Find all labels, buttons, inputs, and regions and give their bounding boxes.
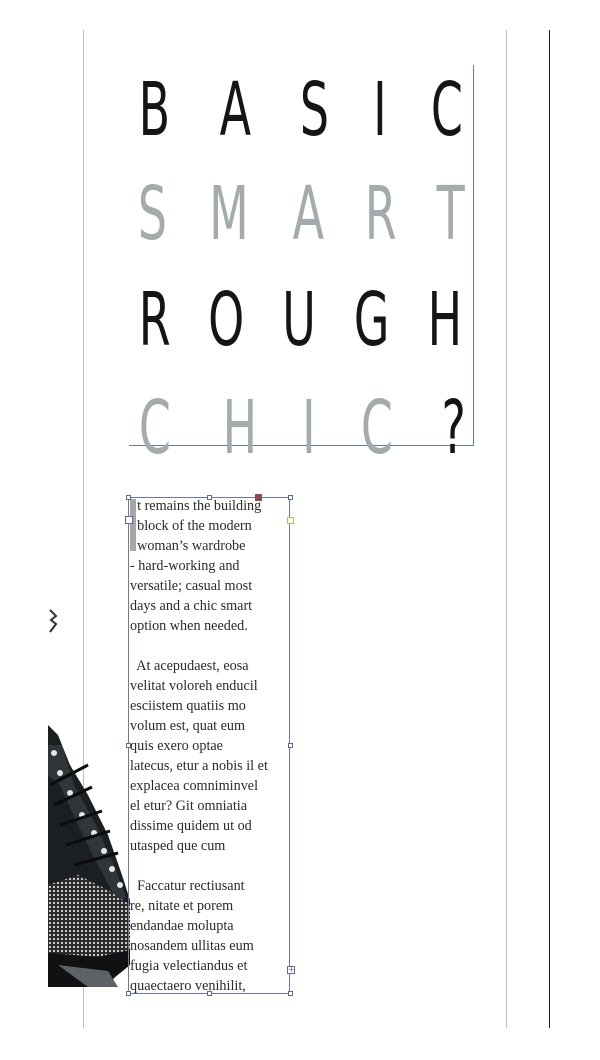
body-line: t remains the building [130,498,262,514]
body-line: endandae molupta [130,918,234,934]
headline-letter: I [373,67,387,153]
headline-frame[interactable] [129,65,474,471]
body-line: latecus, etur a nobis il et [130,758,268,774]
headline-letter: A [219,67,252,153]
body-line: block of the modern [130,518,252,534]
body-line: nosandem ullitas eum [130,938,254,954]
body-line [130,856,290,876]
headline-letter: C [138,385,171,471]
body-line: fugia velectiandus et [130,958,248,974]
body-line: option when needed. [130,618,248,634]
body-line: Faccatur rectiusant [130,878,245,894]
headline-line-basic [129,65,473,155]
body-line: versatile; casual most [130,578,253,594]
body-line: days and a chic smart [130,598,253,614]
image-fragment-icon [48,608,58,634]
body-line: velitat voloreh enducil [130,678,258,694]
headline-letter: T [436,171,465,257]
body-line: re, nitate et porem [130,898,234,914]
body-copy [130,496,290,996]
body-line [130,636,290,656]
headline-letter: C [431,67,464,153]
headline-letter: S [300,67,330,153]
page-edge [549,30,550,1028]
headline-letter: C [360,385,393,471]
headline-letter: ? [441,385,466,471]
headline-line-chic [129,383,473,473]
headline-letter: R [138,277,171,363]
boot-image[interactable] [48,725,130,990]
headline-letter: A [292,171,324,257]
headline-letter: O [208,277,245,363]
headline-letter: I [302,385,316,471]
body-line: dissime quidem ut od [130,818,252,834]
headline-letter: H [427,277,463,363]
body-line: explacea comniminvel [130,778,259,794]
headline-letter: G [354,277,390,363]
body-line: woman’s wardrobe [130,538,246,554]
headline-line-rough [129,275,473,365]
margin-guide-right [506,30,507,1028]
headline-line-smart [129,169,473,259]
headline-letter: B [138,67,171,153]
body-line: esciistem quatiis mo [130,698,246,714]
headline-letter: H [222,385,257,471]
text-overflow-icon[interactable]: + [288,965,295,974]
body-line: At acepudaest, eosa [130,658,249,674]
body-line: - hard-working and [130,558,240,574]
body-line: utasped que cum [130,838,226,854]
body-line: volum est, quat eum [130,718,246,734]
body-line: el etur? Git omniatia [130,798,248,814]
headline-letter: S [137,171,168,257]
body-line: quaectaero venihilit, [130,978,246,994]
headline-letter: R [364,171,397,257]
headline-letter: M [209,171,250,257]
body-line: quis exero optae [130,738,223,754]
headline-letter: U [282,277,317,363]
